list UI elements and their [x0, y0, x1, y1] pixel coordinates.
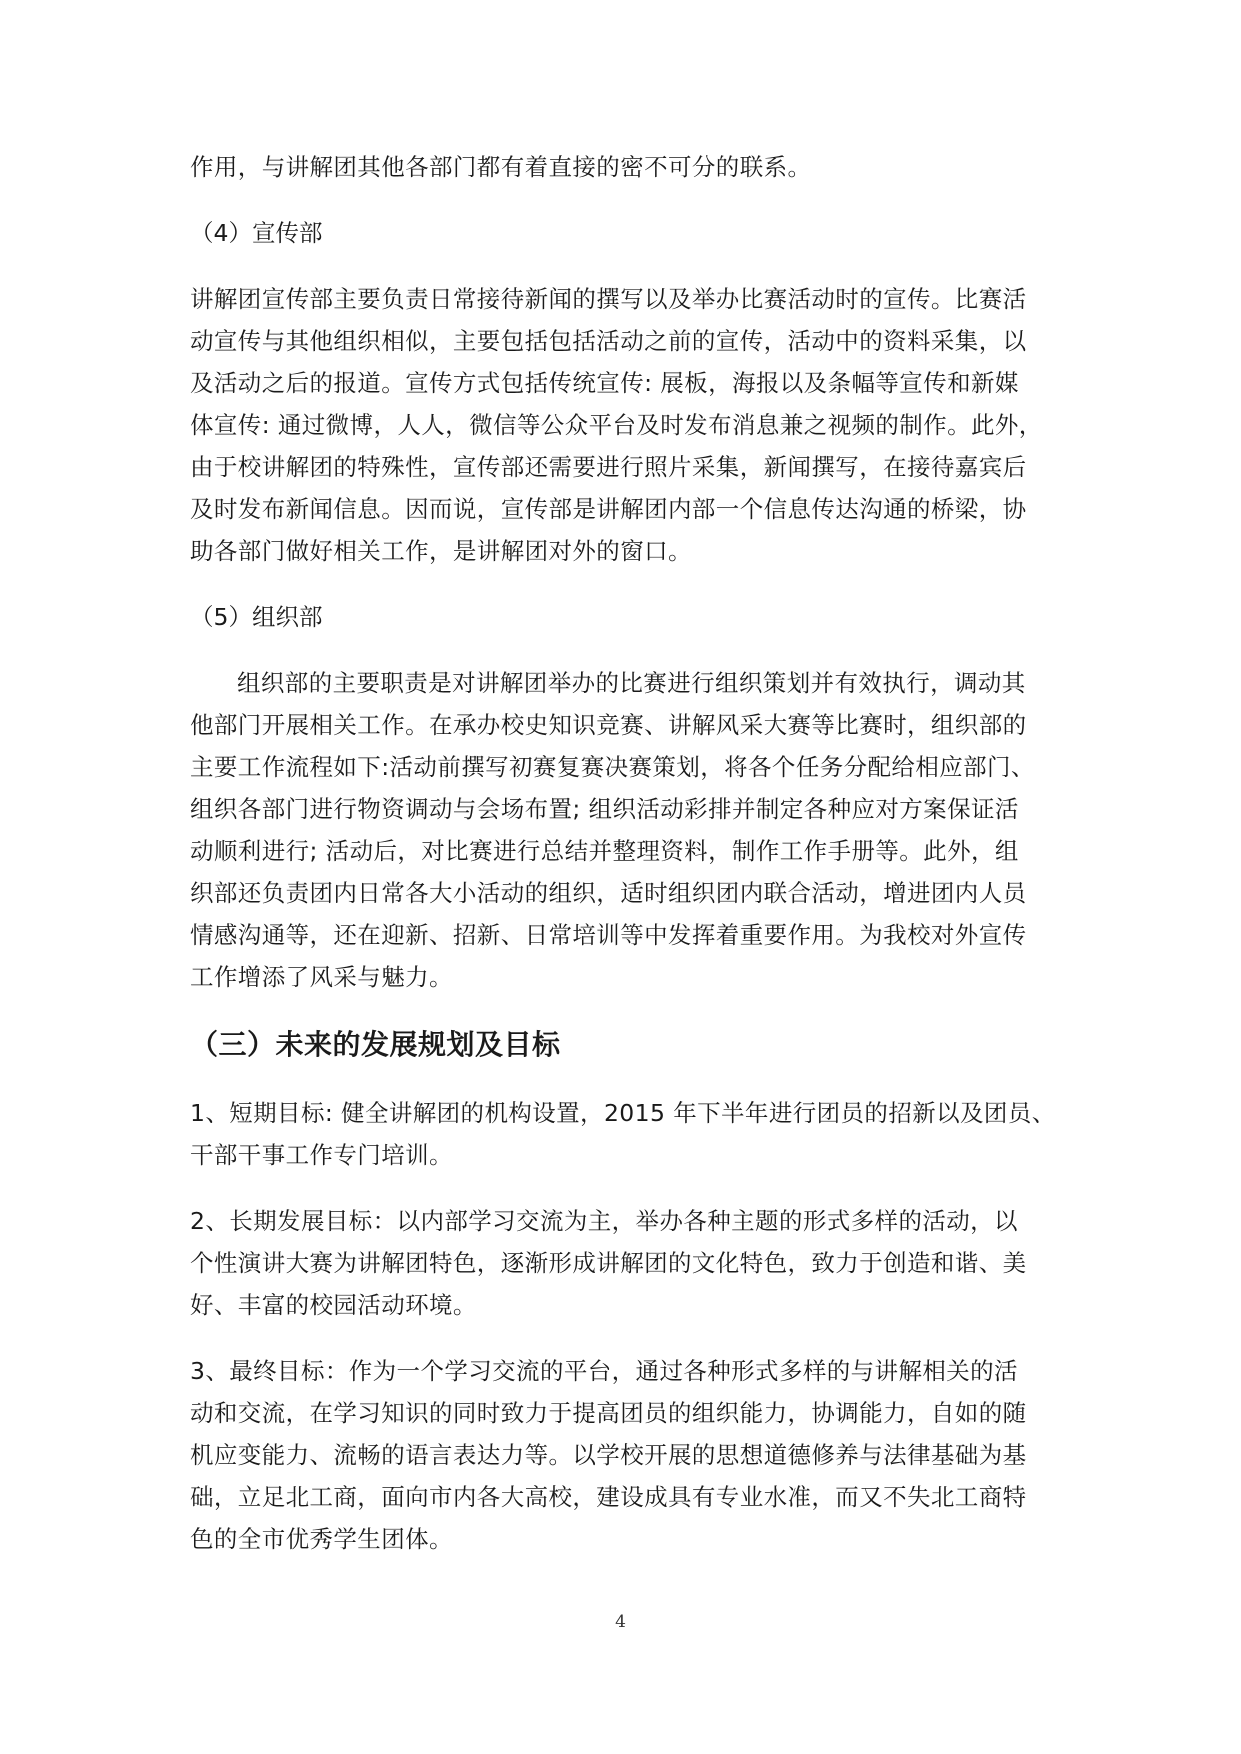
text-line: 他部门开展相关工作。在承办校史知识竞赛、讲解风采大赛等比赛时，组织部的	[190, 711, 1027, 739]
text-line: 3、最终目标：作为一个学习交流的平台，通过各种形式多样的与讲解相关的活	[190, 1357, 1018, 1385]
text-line: 动和交流，在学习知识的同时致力于提高团员的组织能力，协调能力，自如的随	[190, 1399, 1027, 1427]
text-line: 1、短期目标: 健全讲解团的机构设置，2015 年下半年进行团员的招新以及团员、	[190, 1099, 1056, 1127]
goal-short-term-paragraph	[190, 1092, 1066, 1176]
section-heading-future-plan: （三）未来的发展规划及目标	[190, 1028, 561, 1061]
text-line: 助各部门做好相关工作，是讲解团对外的窗口。	[190, 537, 692, 565]
section-heading-publicity: （4）宣传部	[190, 219, 323, 247]
text-line: 组织各部门进行物资调动与会场布置; 组织活动彩排并制定各种应对方案保证活	[190, 795, 1019, 823]
section-heading-organization: （5）组织部	[190, 603, 323, 631]
text-line: 组织部的主要职责是对讲解团举办的比赛进行组织策划并有效执行，调动其	[237, 669, 1026, 697]
page-number: 4	[615, 1612, 626, 1632]
publicity-paragraph	[190, 278, 1066, 572]
text-line: 及活动之后的报道。宣传方式包括传统宣传: 展板，海报以及条幅等宣传和新媒	[190, 369, 1019, 397]
text-line: 织部还负责团内日常各大小活动的组织，适时组织团内联合活动，增进团内人员	[190, 879, 1027, 907]
text-line: 由于校讲解团的特殊性，宣传部还需要进行照片采集，新闻撰写，在接待嘉宾后	[190, 453, 1027, 481]
text-line: 作用，与讲解团其他各部门都有着直接的密不可分的联系。	[190, 153, 812, 181]
goal-final-paragraph	[190, 1350, 1066, 1560]
text-line: 体宣传: 通过微博，人人，微信等公众平台及时发布消息兼之视频的制作。此外，	[190, 411, 1043, 439]
organization-paragraph	[190, 662, 1066, 998]
text-line: 色的全市优秀学生团体。	[190, 1525, 453, 1553]
text-line: 情感沟通等，还在迎新、招新、日常培训等中发挥着重要作用。为我校对外宣传	[190, 921, 1027, 949]
text-line: 干部干事工作专门培训。	[190, 1141, 453, 1169]
goal-long-term-paragraph	[190, 1200, 1066, 1326]
text-line: 机应变能力、流畅的语言表达力等。以学校开展的思想道德修养与法律基础为基	[190, 1441, 1027, 1469]
text-line: 及时发布新闻信息。因而说，宣传部是讲解团内部一个信息传达沟通的桥梁，协	[190, 495, 1027, 523]
text-line: 讲解团宣传部主要负责日常接待新闻的撰写以及举办比赛活动时的宣传。比赛活	[190, 285, 1027, 313]
intro-paragraph	[190, 146, 1066, 188]
text-line: 个性演讲大赛为讲解团特色，逐渐形成讲解团的文化特色，致力于创造和谐、美	[190, 1249, 1027, 1277]
page-content	[190, 146, 1066, 1560]
text-line: 2、长期发展目标：以内部学习交流为主，举办各种主题的形式多样的活动，以	[190, 1207, 1018, 1235]
text-line: 工作增添了风采与魅力。	[190, 963, 453, 991]
text-line: 主要工作流程如下:活动前撰写初赛复赛决赛策划，将各个任务分配给相应部门、	[190, 753, 1035, 781]
text-line: 础，立足北工商，面向市内各大高校，建设成具有专业水准，而又不失北工商特	[190, 1483, 1027, 1511]
text-line: 动宣传与其他组织相似，主要包括包括活动之前的宣传，活动中的资料采集，以	[190, 327, 1027, 355]
text-line: 好、丰富的校园活动环境。	[190, 1291, 477, 1319]
text-line: 动顺利进行; 活动后，对比赛进行总结并整理资料，制作工作手册等。此外，组	[190, 837, 1019, 865]
